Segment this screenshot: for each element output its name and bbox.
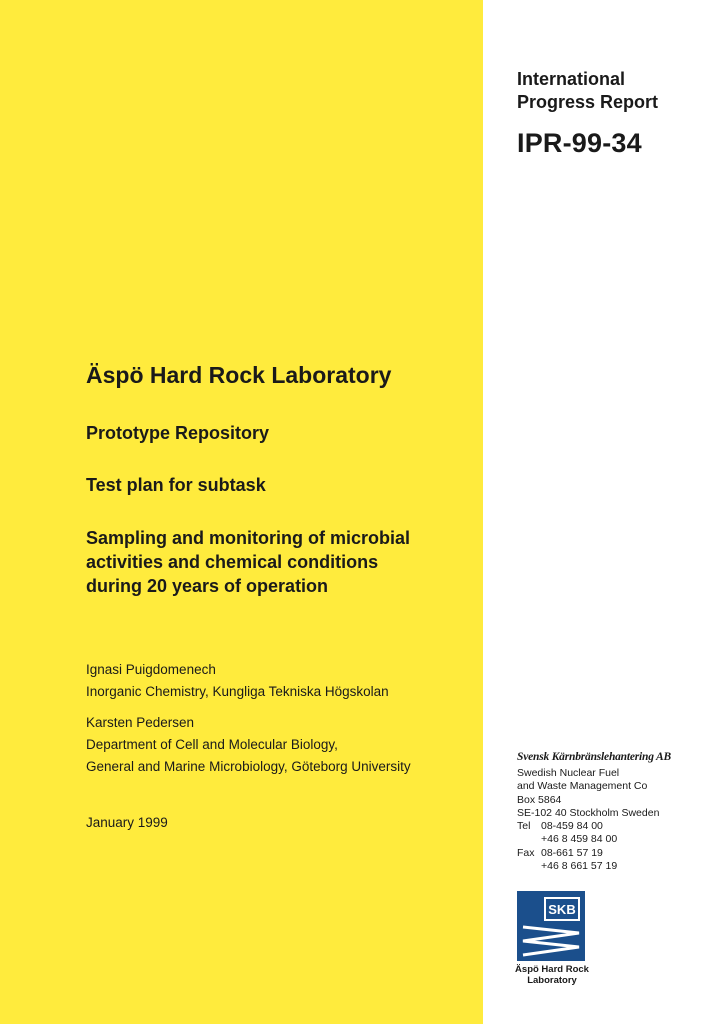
logo-caption [512,964,592,986]
logo-text: SKB [548,902,576,917]
subtitle-test-plan: Test plan for subtask [86,475,266,495]
authors-block [86,659,411,778]
skb-logo-icon [517,891,585,961]
subtitle-sampling [86,526,410,598]
author-affiliation: General and Marine Microbiology, Göteborg University [86,759,411,774]
author-name: Karsten Pedersen [86,715,195,730]
logo-caption-line-1: Äspö Hard Rock [515,964,589,975]
subtitle-prototype-repository: Prototype Repository [86,423,270,443]
address-line: Box 5864 [517,793,562,806]
series-line-1: International [517,69,626,89]
author-name: Ignasi Puigdomenech [86,662,216,677]
fax-line [517,847,659,860]
tel-label: Tel [517,820,531,833]
tel-number: 08-459 84 00 [541,820,603,833]
author-affiliation: Department of Cell and Molecular Biology, [86,737,338,752]
fax-number: 08-661 57 19 [541,846,603,859]
report-number: IPR-99-34 [517,128,642,158]
subtitle-line-3: during 20 years of operation [86,576,329,596]
tel-line-intl [517,833,659,846]
tel-line [517,820,659,833]
report-series [517,68,658,114]
logo-caption-line-2: Laboratory [527,975,577,986]
address-line: Swedish Nuclear Fuel [517,767,620,779]
address-line: and Waste Management Co [517,780,648,793]
tel-number-intl: +46 8 459 84 00 [541,833,618,846]
series-line-2: Progress Report [517,92,659,112]
publication-date: January 1999 [86,815,168,830]
publisher-address [517,767,659,873]
publisher-name: Svensk Kärnbränslehantering AB [517,751,671,763]
fax-number-intl: +46 8 661 57 19 [541,860,618,873]
fax-label: Fax [517,846,535,859]
fax-line-intl [517,860,659,873]
address-line: SE-102 40 Stockholm Sweden [517,806,660,819]
subtitle-line-2: activities and chemical conditions [86,552,379,572]
page-title: Äspö Hard Rock Laboratory [86,362,392,388]
subtitle-line-1: Sampling and monitoring of microbial [86,528,411,548]
author-affiliation: Inorganic Chemistry, Kungliga Tekniska Högskolan [86,684,389,699]
